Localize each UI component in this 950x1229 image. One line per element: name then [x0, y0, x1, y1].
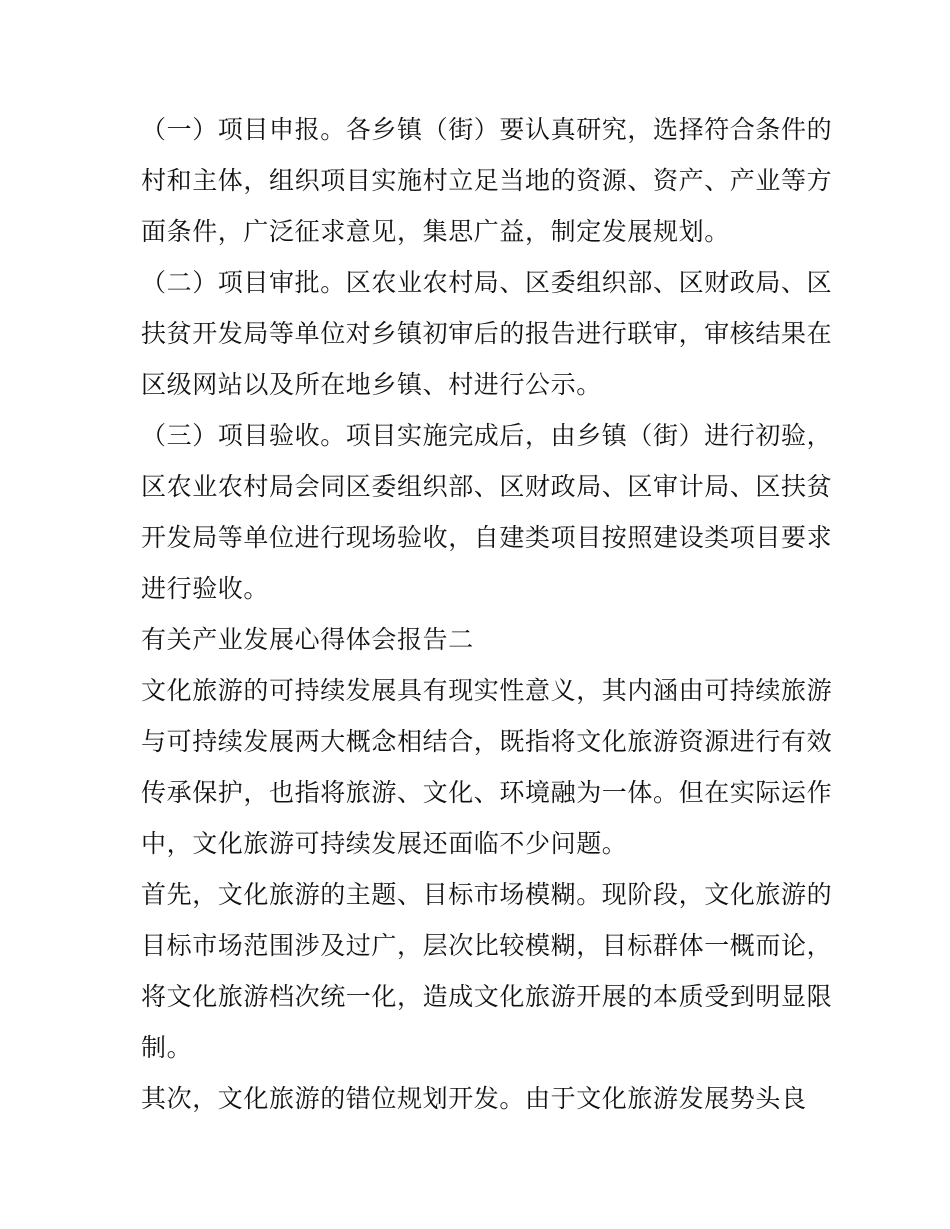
- text-line: 传承保护，也指将旅游、文化、环境融为一体。但在实际运作: [141, 778, 833, 807]
- text-line: 制。: [141, 1033, 193, 1062]
- paragraph-project-acceptance: [141, 410, 833, 614]
- text-line: （二）项目审批。区农业农村局、区委组织部、区财政局、区: [141, 268, 833, 297]
- document-body: [141, 104, 833, 1124]
- text-line: 目标市场范围涉及过广，层次比较模糊，目标群体一概而论，: [141, 931, 833, 960]
- text-line: （一）项目申报。各乡镇（街）要认真研究，选择符合条件的: [141, 115, 833, 144]
- paragraph-first-issue: [141, 869, 833, 1073]
- text-line: 与可持续发展两大概念相结合，既指将文化旅游资源进行有效: [141, 727, 833, 756]
- text-line: （三）项目验收。项目实施完成后，由乡镇（街）进行初验，: [141, 421, 833, 450]
- heading-text: 有关产业发展心得体会报告二: [141, 625, 474, 654]
- paragraph-cultural-tourism-intro: [141, 665, 833, 869]
- text-line: 将文化旅游档次统一化，造成文化旅游开展的本质受到明显限: [141, 982, 833, 1011]
- text-line: 中，文化旅游可持续发展还面临不少问题。: [141, 829, 628, 858]
- paragraph-project-application: [141, 104, 833, 257]
- paragraph-project-approval: [141, 257, 833, 410]
- text-line: 区级网站以及所在地乡镇、村进行公示。: [141, 370, 602, 399]
- text-line: 面条件，广泛征求意见，集思广益，制定发展规划。: [141, 217, 730, 246]
- text-line: 村和主体，组织项目实施村立足当地的资源、资产、产业等方: [141, 166, 833, 195]
- text-line: 扶贫开发局等单位对乡镇初审后的报告进行联审，审核结果在: [141, 319, 833, 348]
- paragraph-second-issue: [141, 1073, 821, 1124]
- text-line: 其次，文化旅游的错位规划开发。由于文化旅游发展势头良: [141, 1084, 807, 1113]
- text-line: 开发局等单位进行现场验收，自建类项目按照建设类项目要求: [141, 523, 833, 552]
- text-line: 首先，文化旅游的主题、目标市场模糊。现阶段，文化旅游的: [141, 880, 833, 909]
- section-heading: [141, 614, 821, 665]
- text-line: 进行验收。: [141, 574, 270, 603]
- text-line: 文化旅游的可持续发展具有现实性意义，其内涵由可持续旅游: [141, 676, 833, 705]
- text-line: 区农业农村局会同区委组织部、区财政局、区审计局、区扶贫: [141, 472, 833, 501]
